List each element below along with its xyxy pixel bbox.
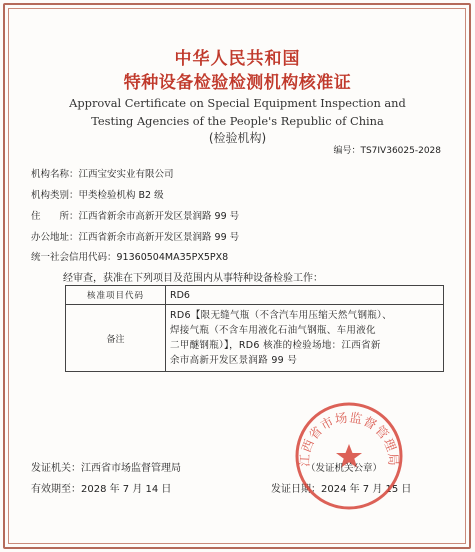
certificate-number: 编号：TS7IV36025-2028 [333,146,441,156]
remark-value-cell [166,305,444,372]
remark-line: 焊接气瓶（不含车用液化石油气钢瓶、车用液化 [170,325,376,336]
approval-statement: 经审查，获准在下列项目及范围内从事特种设备检验工作： [63,273,323,284]
remark-line: RD6【限无缝气瓶（不含汽车用压缩天然气钢瓶）、 [170,310,392,321]
org-type-value: 甲类检验机构 B2 级 [78,190,164,201]
issue-date-label: 发证日期： [271,484,321,495]
validity-label: 有效期至： [31,484,81,495]
code-value-cell: RD6 [166,286,444,305]
issuer-row [31,459,181,474]
office-label: 办公地址： [31,232,79,243]
english-title-line-2: Testing Agencies of the People's Republic of China [91,114,384,128]
table-row [66,305,444,372]
validity-value: 2028 年 7 月 14 日 [81,484,172,495]
english-title-line-1: Approval Certificate on Special Equipment Inspection and [69,96,406,110]
credit-code-row [31,249,228,263]
issue-date-value: 2024 年 7 月 15 日 [321,484,412,495]
title-line-2: 特种设备检验检测机构核准证 [123,73,352,93]
approval-items-table [65,285,444,372]
issuer-value: 江西省市场监督管理局 [81,463,181,474]
address-row [31,208,239,222]
title-line-1: 中华人民共和国 [174,49,301,69]
official-seal-icon [293,400,405,512]
office-row [31,229,239,243]
remark-line: 余市高新开发区景润路 99 号 [170,355,298,366]
seal-caption: （发证机关公章） [306,463,383,474]
org-name-row [31,166,174,180]
org-name-value: 江西宝安实业有限公司 [78,169,174,180]
org-type-row [31,187,164,201]
remark-label-cell: 备注 [66,305,166,372]
address-value: 江西省新余市高新开发区景润路 99 号 [78,211,240,222]
credit-code-value: 91360504MA35PX5PX8 [116,252,229,263]
validity-row [31,480,171,495]
office-value: 江西省新余市高新开发区景润路 99 号 [78,232,240,243]
seal-text: 江西省市场监督管理局 [296,409,402,468]
issuer-label: 发证机关： [31,463,81,474]
org-name-label: 机构名称： [31,169,79,180]
credit-code-label: 统一社会信用代码： [31,252,117,263]
code-label-cell: 核准项目代码 [66,286,166,305]
address-label: 住 所： [31,211,79,222]
subtitle: (检验机构) [208,131,267,145]
org-type-label: 机构类别： [31,190,79,201]
remark-line: 二甲醚钢瓶）】，RD6 核准的检验场地：江西省新 [170,340,381,351]
table-row [66,286,444,305]
